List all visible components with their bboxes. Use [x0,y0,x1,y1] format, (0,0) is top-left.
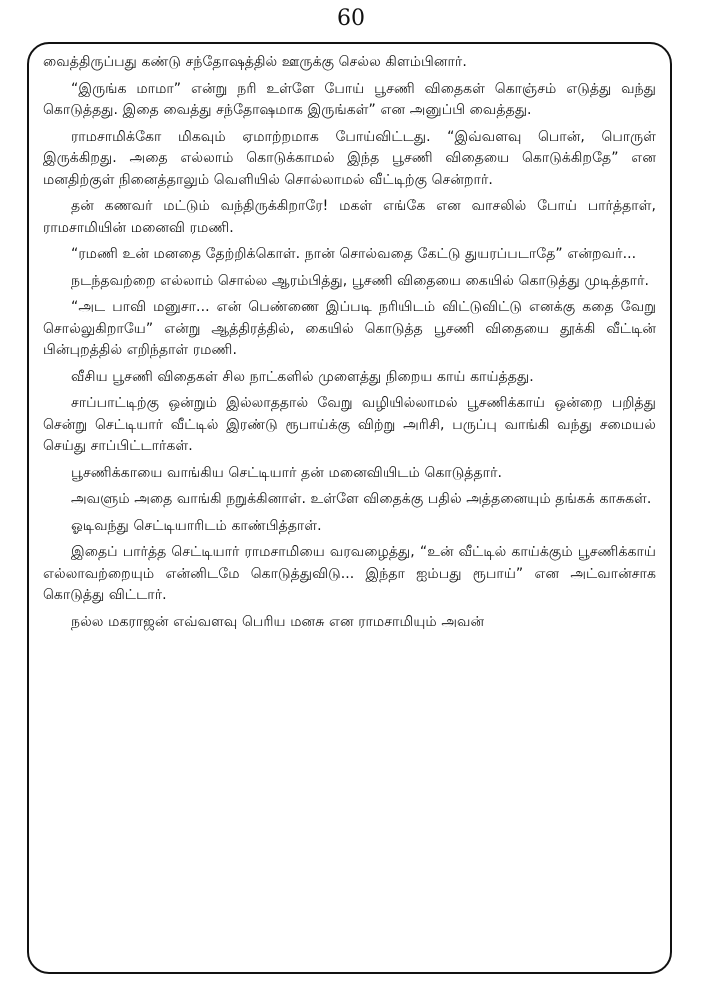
page-number: 60 [337,6,365,31]
paragraph-9: சாப்பாட்டிற்கு ஒன்றும் இல்லாததால் வேறு வழியில்லாமல் பூசணிக்காய் ஒன்றை பறித்து சென்று செட்டியார் வீட்டில் இரண்டு ரூபாய்க்கு விற்று அரிசி, பருப்பு வாங்கி வந்து சமையல் செய்து சாப்பிட்டார்கள். [43,395,656,454]
paragraph-10: பூசணிக்காயை வாங்கிய செட்டியார் தன் மனைவியிடம் கொடுத்தார். [71,464,503,481]
paragraph-2: “இருங்க மாமா” என்று நரி உள்ளே போய் பூசணி விதைகள் கொஞ்சம் எடுத்து வந்து கொடுத்தது. இதை வைத்து சந்தோஷமாக இருங்கள்” என அனுப்பி வைத்தது. [43,80,656,118]
paragraph-8: வீசிய பூசணி விதைகள் சில நாட்களில் முளைத்து நிறைய காய் காய்த்தது. [71,368,534,385]
paragraph-13: இதைப் பார்த்த செட்டியார் ராமசாமியை வரவழைத்து, “உன் வீட்டில் காய்க்கும் பூசணிக்காய் எல்லாவற்றையும் என்னிடமே கொடுத்துவிடு... இந்தா ஐம்பது ரூபாய்” என அட்வான்சாக கொடுத்து விட்டார். [43,544,656,603]
paragraph-11: அவளும் அதை வாங்கி நறுக்கினாள். உள்ளே விதைக்கு பதில் அத்தனையும் தங்கக் காசுகள். [71,491,652,507]
paragraph-7: “அட பாவி மனுசா... என் பெண்ணை இப்படி நரியிடம் விட்டுவிட்டு எனக்கு கதை வேறு சொல்லுகிறாயே” என்று ஆத்திரத்தில், கையில் கொடுத்த பூசணி விதையை தூக்கி வீட்டின் பின்புறத்தில் எறிந்தாள் ரமணி. [43,299,656,358]
paragraph-4: தன் கணவர் மட்டும் வந்திருக்கிறாரே! மகள் எங்கே என வாசலில் போய் பார்த்தாள், ராமசாமியின் மனைவி ரமணி. [43,198,656,236]
paragraph-12: ஓடிவந்து செட்டியாரிடம் காண்பித்தாள். [71,517,322,534]
paragraph-1: வைத்திருப்பது கண்டு சந்தோஷத்தில் ஊருக்கு செல்ல கிளம்பினார். [43,54,467,70]
paragraph-6: நடந்தவற்றை எல்லாம் சொல்ல ஆரம்பித்து, பூசணி விதையை கையில் கொடுத்து முடித்தார். [71,272,650,289]
paragraph-5: “ரமணி உன் மனதை தேற்றிக்கொள். நான் சொல்வதை கேட்டு துயரப்படாதே” என்றவர்... [71,246,637,262]
text-frame [27,42,672,974]
paragraph-3: ராமசாமிக்கோ மிகவும் ஏமாற்றமாக போய்விட்டது. “இவ்வளவு பொன், பொருள் இருக்கிறது. அதை எல்லாம் கொடுக்காமல் இந்த பூசணி விதையை கொடுக்கிறதே” என மனதிற்குள் நினைத்தாலும் வெளியில் சொல்லாமல் வீட்டிற்கு சென்றார். [43,128,656,188]
paragraph-14: நல்ல மகராஜன் எவ்வளவு பெரிய மனசு என ராமசாமியும் அவன் [71,613,485,630]
